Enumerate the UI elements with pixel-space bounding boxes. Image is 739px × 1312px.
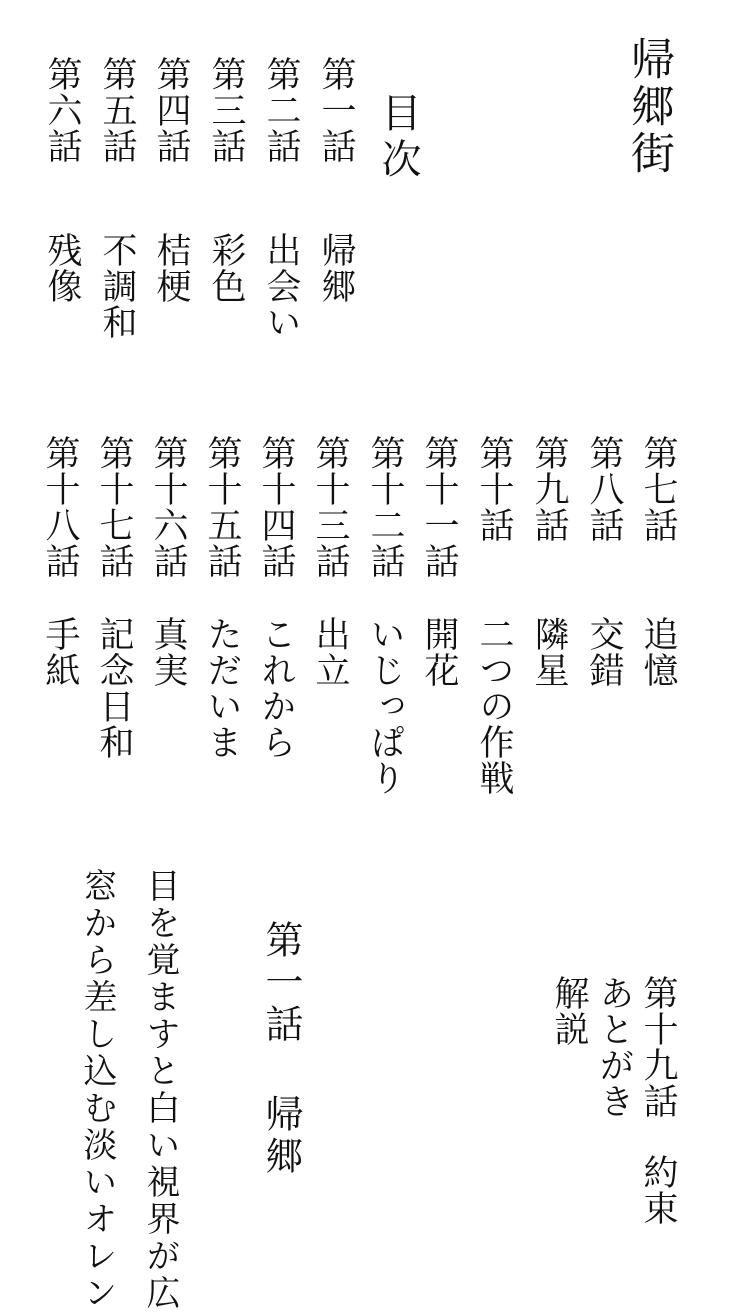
toc-entry-title: 二つの作戦 (474, 616, 514, 796)
toc-entry-number: 第十五話 (202, 435, 242, 579)
toc-entry-title: 記念日和 (94, 616, 134, 760)
toc-entry-number: 第五話 (97, 56, 137, 164)
toc-entry-number: 第六話 (42, 56, 82, 164)
toc-afterword: あとがき (594, 975, 634, 1119)
toc-entry-title: 交錯 (584, 616, 624, 688)
toc-entry-title: 開花 (419, 616, 459, 688)
toc-entry-number: 第十七話 (94, 435, 134, 579)
toc-heading: 目次 (375, 92, 421, 184)
toc-entry-number: 第三話 (206, 56, 246, 164)
toc-entry-number: 第二話 (261, 56, 301, 164)
toc-entry-number: 第十話 (474, 435, 514, 543)
toc-entry-number: 第十九話 (638, 975, 678, 1119)
toc-entry-number: 第十三話 (310, 435, 350, 579)
toc-entry-number: 第十六話 (148, 435, 188, 579)
toc-entry-title: ただいま (202, 616, 242, 760)
toc-entry-number: 第一話 (316, 56, 356, 164)
body-text-line: 窓から差し込む淡いオレン (77, 868, 117, 1312)
toc-entry-number: 第十八話 (40, 435, 80, 579)
toc-entry-number: 第四話 (151, 56, 191, 164)
toc-entry-title: 出会い (261, 232, 301, 340)
toc-entry-title: 彩色 (206, 232, 246, 304)
toc-entry-number: 第十四話 (256, 435, 296, 579)
toc-entry-title: 約束 (638, 1154, 678, 1226)
toc-entry-title: 隣星 (529, 616, 569, 688)
toc-entry-number: 第八話 (584, 435, 624, 543)
toc-entry-title: いじっぱり (365, 616, 405, 796)
toc-entry-title: 帰郷 (316, 232, 356, 304)
toc-entry-title: これから (256, 616, 296, 760)
toc-entry-title: 不調和 (97, 232, 137, 340)
toc-entry-number: 第十一話 (419, 435, 459, 579)
toc-entry-title: 桔梗 (151, 232, 191, 304)
body-text-line: 目を覚ますと白い視界が広 (140, 868, 180, 1312)
toc-entry-title: 手紙 (40, 616, 80, 688)
toc-entry-title: 真実 (148, 616, 188, 688)
book-title: 帰郷街 (623, 36, 674, 177)
toc-entry-title: 追憶 (638, 616, 678, 688)
toc-entry-title: 出立 (310, 616, 350, 688)
toc-entry-number: 第九話 (529, 435, 569, 543)
toc-entry-number: 第七話 (638, 435, 678, 543)
toc-entry-title: 残像 (42, 232, 82, 304)
toc-entry-number: 第十二話 (365, 435, 405, 579)
chapter-heading: 第一話 帰郷 (259, 920, 303, 1178)
toc-commentary: 解説 (549, 975, 589, 1047)
